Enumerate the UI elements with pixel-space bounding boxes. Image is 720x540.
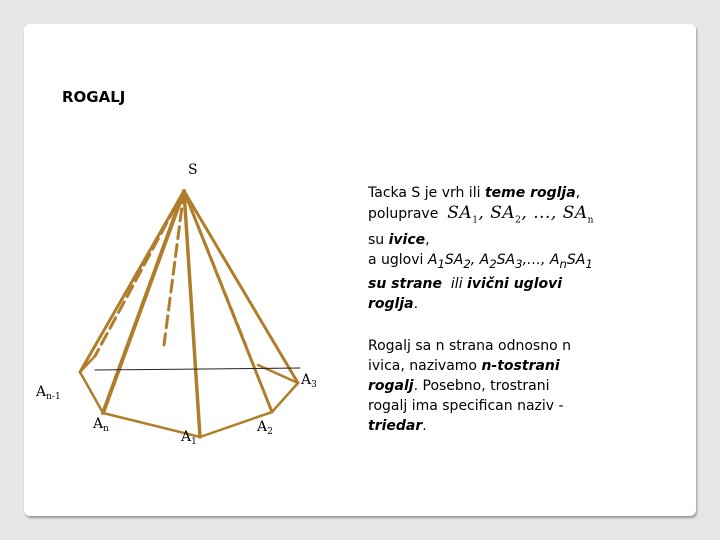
vertex-label-a1: $A_1$	[181, 429, 197, 447]
ntostrani-line-2: ivica, nazivamo n-tostrani	[368, 358, 560, 374]
definition-line-3: su ivice,	[368, 232, 430, 249]
ntostrani-line-1: Rogalj sa n strana odnosno n	[368, 338, 571, 354]
definition-paragraph	[368, 183, 668, 314]
edge-hidden-1	[95, 191, 184, 356]
definition-line-5: su strane ili ivični uglovi	[368, 276, 563, 293]
ntostrani-line-3: rogalj. Posebno, trostrani	[368, 378, 550, 394]
ntostrani-line-5: triedar.	[368, 418, 427, 434]
edges-formula: $SA_1$, $SA_2$, ..., $SA_n$	[447, 203, 594, 226]
apex-label: S	[188, 162, 198, 178]
slide-title: ROGALJ	[62, 88, 126, 106]
edge-s-a3	[184, 191, 298, 383]
ntostrani-line-4: rogalj ima specifican naziv -	[368, 398, 564, 414]
definition-line-1: Tacka S je vrh ili teme roglja,	[368, 185, 581, 201]
definition-line-6: roglja.	[368, 296, 419, 313]
vertex-label-an-1: $A_{n-1}$	[36, 384, 61, 402]
definition-line-2: poluprave $SA_1$, $SA_2$, ..., $SA_n$	[368, 203, 594, 226]
vertex-label-an: $A_n$	[93, 416, 109, 434]
edge-s-an	[103, 191, 184, 413]
ntostrani-paragraph	[368, 336, 668, 436]
edge-s-an-1	[80, 191, 184, 372]
vertex-label-a2: $A_2$	[257, 419, 273, 437]
definition-line-4: a uglovi $A_1SA_2$, $A_2SA_3,\dots$, $A_nSA_1$	[368, 252, 593, 272]
vertex-label-a3: $A_3$	[301, 372, 317, 390]
